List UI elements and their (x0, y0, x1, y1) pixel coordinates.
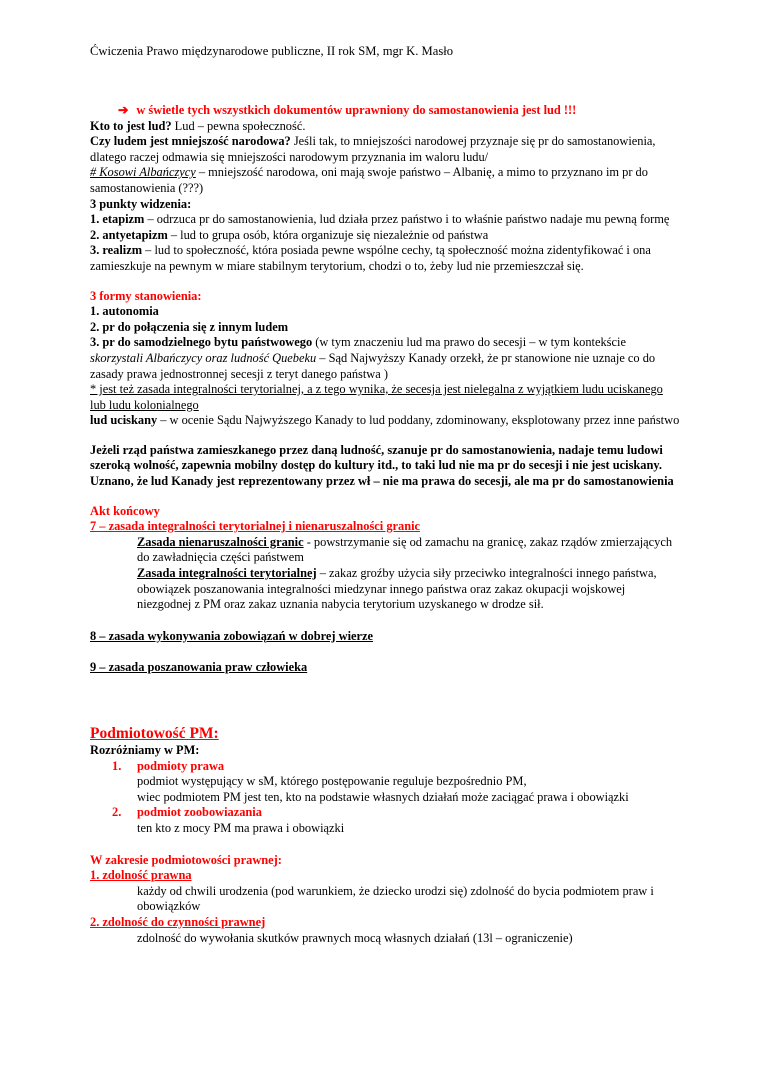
question-label: Kto to jest lud? (90, 118, 172, 133)
oppressed-text: – w ocenie Sądu Najwyższego Kanady to lud poddany, zdominowany, eksplotowany przez inne państwo (157, 413, 680, 428)
form-union: 2. pr do połączenia się z innym ludem (90, 319, 289, 334)
point-text: – lud to grupa osób, która organizuje się niezależnie od państwa (167, 227, 489, 242)
page-header: Ćwiczenia Prawo międzynarodowe publiczne, II rok SM, mgr K. Masło (90, 44, 454, 58)
bold-paragraph-1: Jeżeli rząd państwa zamieszkanego przez daną ludność, szanuje pr do samostanowienia, nadaje temu ludowi szeroką wolność, zapewnia mobilny dostęp do kultury itd., to taki lud nie ma pr do secesji i nie jest uciskany. (90, 442, 663, 473)
kosovo-label: # Kosowi Albańczycy (90, 165, 196, 180)
subjectivity-list (90, 805, 680, 821)
list-item-text: podmiot występujący w sM, którego postępowanie reguluje bezpośrednio PM, (137, 774, 527, 789)
question-label: Czy ludem jest mniejszość narodowa? (90, 134, 291, 149)
principle-label: Zasada integralności terytorialnej (137, 566, 317, 581)
form-text: (w tym znaczeniu lud ma prawo do secesji – w tym kontekście (312, 335, 626, 350)
point-label: 2. antyetapizm (90, 227, 168, 242)
principle-text: - powstrzymanie się od zamachu na granicę, zakaz rządów zmierzających do zawładnięcia części państwem (137, 534, 673, 565)
bold-paragraph-2: Uznano, że lud Kanady jest reprezentowany przez wł – nie ma prawa do secesji, ale ma pr do samostanowienia (90, 474, 674, 489)
forms-title: 3 formy stanowienia: (90, 288, 202, 303)
answer-text: Jeśli tak, to mniejszości narodowej przyznaje się pr do samostanowienia, dlatego raczej odmawia się mniejszości narodowym przyznania im waloru ludu/ (90, 134, 656, 164)
principle-7b (90, 566, 680, 613)
arrow-paragraph (90, 103, 680, 119)
principle-9: 9 – zasada poszanowania praw człowieka (90, 660, 308, 675)
arrow-text: w świetle tych wszystkich dokumentów uprawniony do samostanowienia jest lud !!! (136, 103, 577, 117)
list-item-text: wiec podmiotem PM jest ten, kto na podstawie własnych działań może zaciągać prawa i obowiązki (137, 789, 629, 804)
final-act-title: Akt końcowy (90, 503, 160, 518)
form-rest: – Sąd Najwyższy Kanady orzekł, że pr stanowione nie uznaje co do zasady prawa jednostronnej secesji z teryt danego państwa ) (90, 350, 656, 381)
list-item (90, 805, 680, 821)
list-item-title: podmioty prawa (137, 758, 225, 773)
principle-7a (90, 535, 680, 566)
list-item (90, 759, 680, 775)
principle-text: – zakaz groźby użycia siły przeciwko integralności innego państwa, obowiązek poszanowania integralności miedzynar innego państwa oraz zakaz okupacji wojskowej niezgodnej z PM oraz zakaz uznania nabycia terytorium uzyskanego w drodze sił. (137, 566, 657, 612)
legal-scope-title: W zakresie podmiotowości prawnej: (90, 852, 282, 867)
right-arrow-icon: ➔ (118, 103, 129, 117)
form-independence (90, 335, 680, 382)
document-body (90, 103, 680, 946)
principle-7: 7 – zasada integralności terytorialnej i nienaruszalności granic (90, 519, 421, 534)
principle-8: 8 – zasada wykonywania zobowiązań w dobrej wierze (90, 628, 374, 643)
question-minority (90, 134, 680, 165)
form-label: 3. pr do samodzielnego bytu państwowego (90, 335, 313, 350)
form-autonomia: 1. autonomia (90, 304, 159, 319)
oppressed-label: lud uciskany (90, 413, 158, 428)
subjectivity-title: Podmiotowość PM: (90, 725, 219, 742)
list-number: 1. (112, 758, 122, 773)
question-people (90, 119, 680, 135)
form-italic: skorzystali Albańczycy oraz ludność Quebeku (90, 350, 317, 365)
act-capacity-heading: 2. zdolność do czynności prawnej (90, 914, 266, 929)
star-note: * jest też zasada integralności terytorialnej, a z tego wynika, że secesja jest nielegalna z wyjątkiem ludu uciskanego lub ludu kolonialnego (90, 382, 663, 412)
point-label: 1. etapizm (90, 212, 145, 227)
point-realizm (90, 243, 680, 274)
kosovo-text: – mniejszość narodowa, oni mają swoje państwo – Albanię, a mimo to przyznano im pr do samostanowienia (???) (90, 165, 648, 195)
point-antyetapizm (90, 228, 680, 244)
list-number: 2. (112, 805, 122, 820)
legal-capacity-heading: 1. zdolność prawna (90, 868, 192, 883)
point-text: – lud to społeczność, która posiada pewne wspólne cechy, tą społeczność można zidentyfikować i ona zamieszkuje na pewnym w miare stabilnym terytorium, chodzi o to, żeby lud nie przemieszczał się. (90, 243, 651, 273)
principle-label: Zasada nienaruszalności granic (137, 534, 304, 549)
subjectivity-subtitle: Rozróżniamy w PM: (90, 743, 200, 757)
point-etapizm (90, 212, 680, 228)
answer-text: Lud – pewna społeczność. (171, 118, 306, 133)
list-item-title: podmiot zoobowiazania (137, 805, 262, 820)
points-title: 3 punkty widzenia: (90, 196, 192, 211)
point-text: – odrzuca pr do samostanowienia, lud działa przez państwo i to właśnie państwo nadaje mu pewną formę (144, 212, 670, 227)
oppressed-people (90, 413, 680, 429)
subjectivity-list (90, 759, 680, 775)
act-capacity-text: zdolność do wywołania skutków prawnych mocą własnych działań (13l – ograniczenie) (137, 930, 573, 945)
kosovo-paragraph (90, 165, 680, 196)
point-label: 3. realizm (90, 243, 143, 258)
list-item-text: ten kto z mocy PM ma prawa i obowiązki (137, 820, 345, 835)
legal-capacity-text: każdy od chwili urodzenia (pod warunkiem, że dziecko urodzi się) zdolność do bycia podmiotem praw i obowiązków (137, 883, 654, 914)
